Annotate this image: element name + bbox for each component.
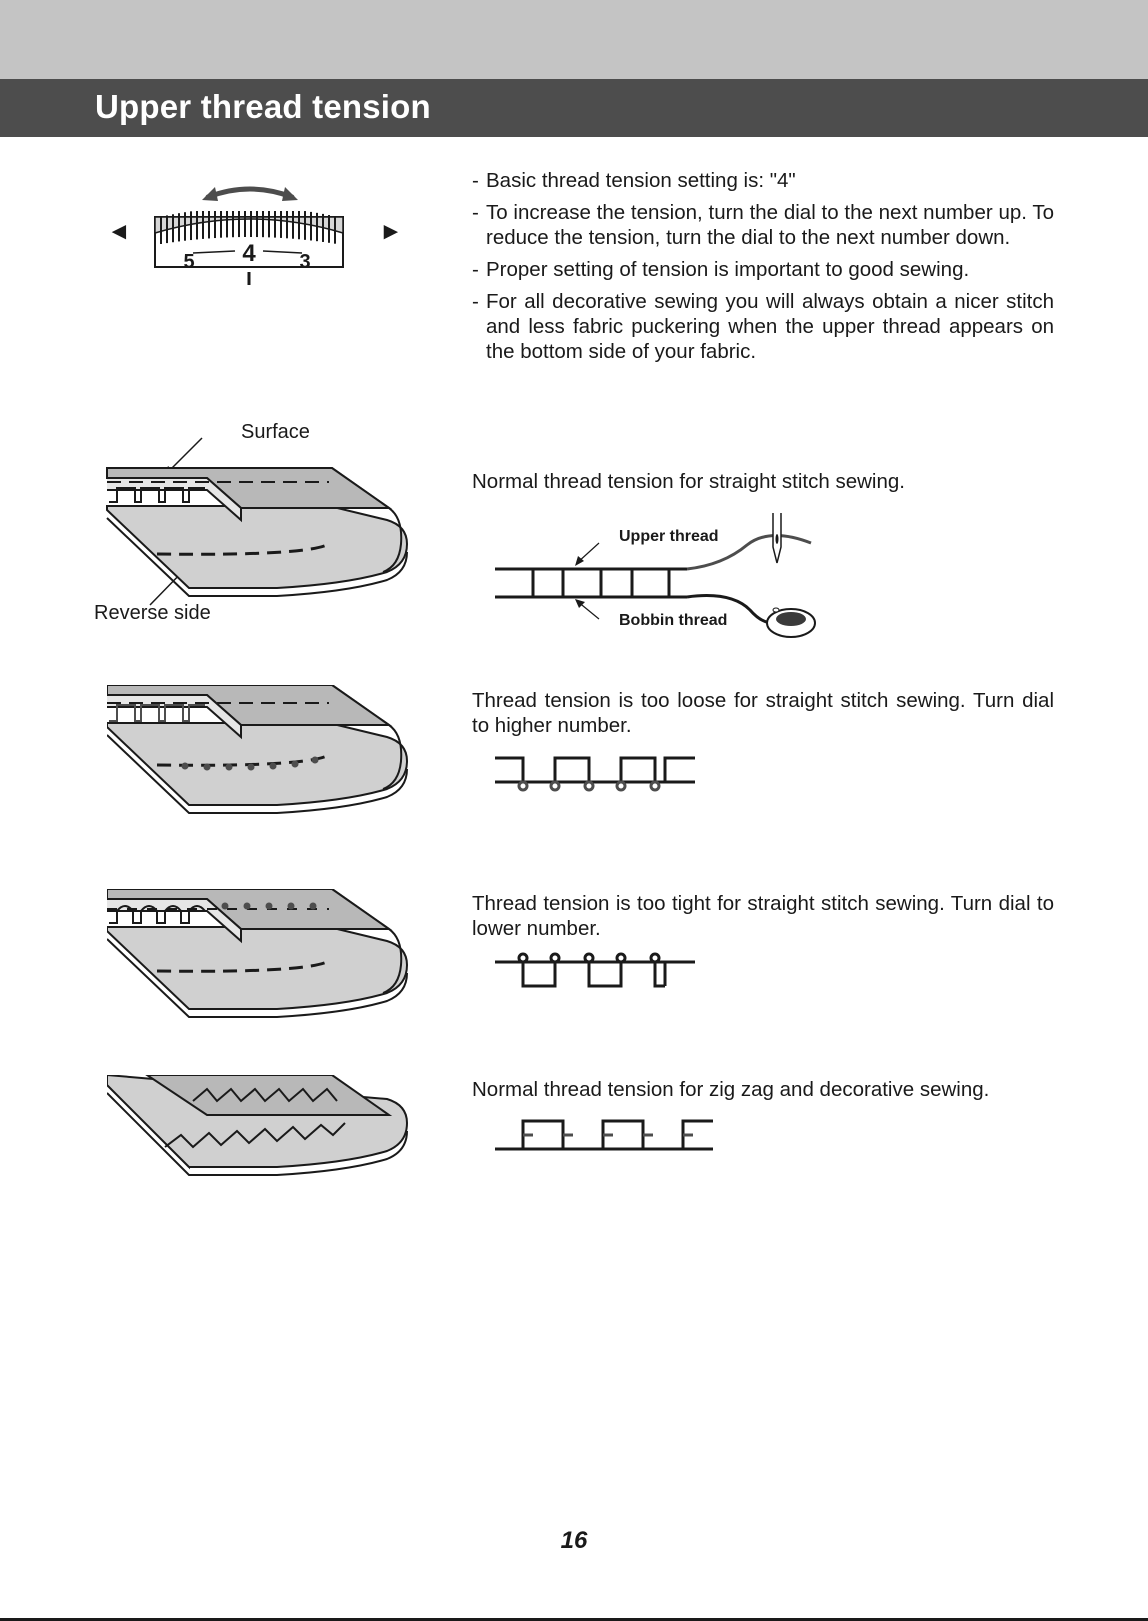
dial-number-right: 3	[299, 251, 311, 273]
section-description: Thread tension is too tight for straight stitch sewing. Turn dial to lower number.	[472, 892, 1054, 940]
fabric-bottom-layer	[107, 506, 407, 588]
stitch-diagram-too-tight	[495, 952, 705, 992]
bobbin-thread-path	[495, 569, 687, 597]
fabric-too-loose-illustration	[107, 685, 412, 820]
section-too-loose	[472, 688, 1054, 738]
instruction-list	[472, 168, 1054, 371]
top-band	[0, 0, 1148, 79]
section-normal-straight	[472, 469, 1054, 494]
left-arrow-icon: ◄	[107, 218, 131, 245]
section-zigzag	[472, 1077, 1054, 1102]
fabric-normal-straight-illustration	[90, 430, 420, 615]
title-bar	[0, 79, 1148, 137]
turn-arrow-arc	[208, 189, 292, 197]
upper-thread-path	[495, 569, 687, 597]
dial-number-center: 4	[242, 240, 256, 267]
stitch-diagram-normal-straight	[495, 505, 835, 653]
page-title: Upper thread tension	[95, 88, 431, 125]
instruction-item: - Basic thread tension setting is: "4"	[472, 169, 796, 192]
dial-number-left: 5	[183, 251, 195, 273]
section-too-tight	[472, 891, 1054, 941]
instruction-item: - To increase the tension, turn the dial to the next number up. To reduce the tension, turn the dial to the next number down.	[472, 201, 1054, 249]
fabric-too-tight-illustration	[107, 889, 412, 1024]
reverse-side-label: Reverse side	[94, 602, 211, 624]
surface-label: Surface	[241, 421, 310, 443]
page-number: 16	[560, 1527, 588, 1554]
instruction-item: - Proper setting of tension is important to good sewing.	[472, 258, 970, 281]
fabric-bottom-layer	[107, 927, 407, 1009]
section-description: Normal thread tension for straight stitch sewing.	[472, 470, 905, 493]
upper-thread-label: Upper thread	[619, 528, 719, 545]
bobbin-thread-label: Bobbin thread	[619, 612, 728, 629]
upper-thread-end	[665, 758, 695, 782]
stitch-diagram-too-loose	[495, 752, 705, 797]
bobbin-thread-path	[495, 962, 665, 986]
turn-arrow-left-head	[202, 187, 218, 201]
instruction-item: - For all decorative sewing you will always obtain a nicer stitch and less fabric puckering when the upper thread appears on the bottom side of your fabric.	[472, 290, 1054, 363]
bobbin-hole	[773, 608, 779, 612]
bobbin-thread-wound	[776, 612, 806, 626]
right-arrow-icon: ►	[379, 218, 403, 245]
stitch-diagram-zigzag	[495, 1115, 721, 1155]
bobbin-thread-end	[665, 962, 695, 986]
fabric-zigzag-illustration	[107, 1075, 412, 1210]
section-description: Thread tension is too loose for straight stitch sewing. Turn dial to higher number.	[472, 689, 1054, 737]
upper-thread-path	[495, 758, 665, 782]
tension-dial-illustration	[90, 175, 410, 290]
needle-eye	[776, 534, 779, 544]
section-description: Normal thread tension for zig zag and decorative sewing.	[472, 1078, 990, 1101]
turn-arrow-right-head	[282, 187, 298, 201]
